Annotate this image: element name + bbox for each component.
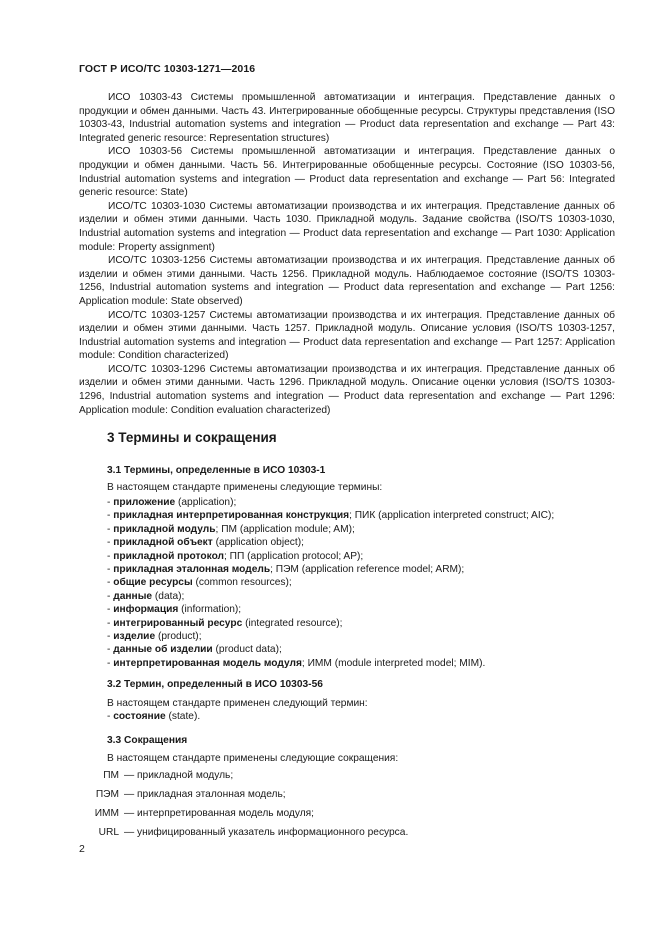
term-item: - информация (information); [107, 604, 242, 616]
reference-item: ИСО 10303-56 Системы промышленной автоматизации и интеграция. Представление данных о продукции и обмен данными. Часть 56. Интегрированные обобщенные ресурсы. Состояние (ISO 10303-56, Industrial automation systems and integration — Product data representation and exchange — Part 56: Integrated generic resource: State) [79, 146, 615, 199]
section-title: 3 Термины и сокращения [107, 430, 277, 445]
term-item: - общие ресурсы (common resources); [107, 577, 292, 589]
reference-item: ИСО/ТС 10303-1296 Системы автоматизации производства и их интеграция. Представление данных об изделии и обмен этими данными. Часть 1296. Прикладной модуль. Описание оценки условия (ISO/TS 10303-1296, Industrial automation systems and integration — Product data representation and exchange — Part 1296: Application module: Condition evaluation characterized) [79, 363, 615, 416]
abbreviation-key: ПЭМ [95, 789, 119, 800]
term-item: - изделие (product); [107, 631, 202, 643]
page-number: 2 [79, 843, 85, 855]
term-item: - прикладной протокол; ПП (application protocol; AP); [107, 550, 364, 562]
term-item: - прикладной модуль; ПМ (application module; AM); [107, 523, 355, 535]
term-item: - состояние (state). [107, 711, 201, 722]
term-item: - прикладная интерпретированная конструкция; ПИК (application interpreted construct; AIC); [107, 510, 555, 522]
abbreviation-item [0, 827, 661, 846]
term-item: - прикладной объект (application object); [107, 537, 304, 549]
subsection-title-3-1: 3.1 Термины, определенные в ИСО 10303-1 [107, 465, 326, 476]
term-item: - данные (data); [107, 590, 185, 602]
abbreviation-item [0, 808, 661, 827]
term-item: - интегрированный ресурс (integrated resource); [107, 617, 343, 629]
abbreviation-key: URL [98, 827, 119, 838]
term-item: - интерпретированная модель модуля; ИММ (module interpreted model; MIM). [107, 657, 486, 669]
normative-references [79, 91, 615, 417]
abbreviation-item [0, 789, 661, 808]
subsection-title-3-2: 3.2 Термин, определенный в ИСО 10303-56 [107, 679, 323, 690]
abbreviation-definition: — прикладная эталонная модель; [124, 789, 286, 800]
abbreviations-list [0, 770, 661, 846]
abbreviation-key: ПМ [103, 770, 119, 781]
reference-item: ИСО/ТС 10303-1257 Системы автоматизации производства и их интеграция. Представление данных об изделии и обмен этими данными. Часть 1257. Прикладной модуль. Описание условия (ISO/TS 10303-1257, Industrial automation systems and integration — Product data representation and exchange — Part 1257: Application module: Condition characterized) [79, 309, 615, 362]
term-item: - данные об изделии (product data); [107, 644, 282, 656]
abbreviation-item [0, 770, 661, 789]
subsection-title-3-3: 3.3 Сокращения [107, 735, 188, 746]
term-item: - прикладная эталонная модель; ПЭМ (application reference model; ARM); [107, 564, 465, 576]
abbreviation-definition: — унифицированный указатель информационного ресурса. [124, 827, 409, 838]
term-item: - приложение (application); [107, 497, 237, 508]
reference-item: ИСО/ТС 10303-1030 Системы автоматизации производства и их интеграция. Представление данных об изделии и обмен этими данными. Часть 1030. Прикладной модуль. Задание свойства (ISO/TS 10303-1030, Industrial automation systems and integration — Product data representation and exchange — Part 1030: Application module: Property assignment) [79, 200, 615, 253]
abbreviation-definition: — прикладной модуль; [124, 770, 234, 781]
abbreviation-key: ИММ [94, 808, 119, 819]
abbreviations-intro: В настоящем стандарте применены следующие сокращения: [107, 753, 399, 764]
terms-intro: В настоящем стандарте применены следующие термины: [107, 482, 383, 493]
abbreviation-definition: — интерпретированная модель модуля; [124, 808, 314, 819]
reference-item: ИСО/ТС 10303-1256 Системы автоматизации производства и их интеграция. Представление данных об изделии и обмен этими данными. Часть 1256. Прикладной модуль. Наблюдаемое состояние (ISO/TS 10303-1256, Industrial automation systems and integration — Product data representation and exchange — Part 1256: Application module: State observed) [79, 255, 615, 307]
document-header: ГОСТ Р ИСО/ТС 10303-1271—2016 [79, 63, 256, 75]
reference-item: ИСО 10303-43 Системы промышленной автоматизации и интеграция. Представление данных о продукции и обмен данными. Часть 43. Интегрированные обобщенные ресурсы. Структуры представления (ISO 10303-43, Industrial automation systems and integration — Product data representation and exchange — Part 43: Integrated generic resource: Representation structures) [79, 92, 615, 144]
terms-list [107, 496, 554, 670]
term-intro: В настоящем стандарте применен следующий термин: [107, 698, 368, 709]
